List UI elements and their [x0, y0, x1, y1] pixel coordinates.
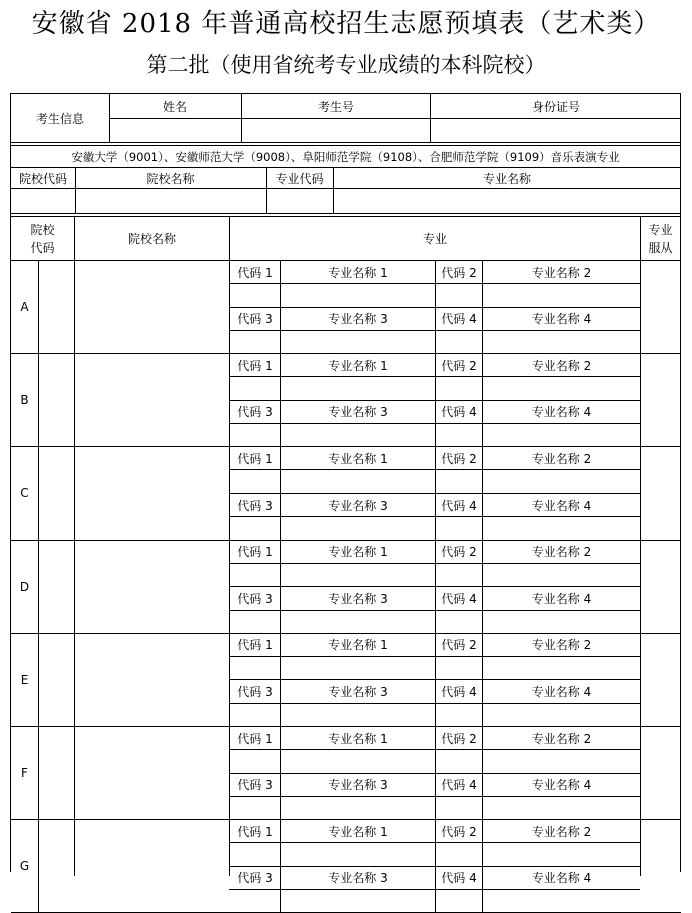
- choice-g-code2-label: 代码 2: [441, 824, 477, 839]
- choice-b-code2-field[interactable]: [436, 377, 482, 400]
- choice-c-name2-field[interactable]: [483, 470, 640, 493]
- choice-b-code3-field[interactable]: [230, 424, 280, 446]
- choice-c-name4-label: 专业名称 4: [531, 498, 592, 513]
- choice-c-school-code-field[interactable]: [39, 447, 74, 539]
- choice-g-obey-field[interactable]: [641, 820, 681, 912]
- choice-b-name3-field[interactable]: [281, 424, 435, 446]
- choice-f-name2-field[interactable]: [483, 750, 640, 773]
- choice-d-name3-label: 专业名称 3: [328, 591, 388, 606]
- choice-e-code1-field[interactable]: [230, 657, 280, 680]
- name-field[interactable]: [110, 119, 240, 142]
- choice-f-code2-field[interactable]: [436, 750, 482, 773]
- choice-f-code2-label: 代码 2: [441, 731, 477, 746]
- choice-a-code2-label: 代码 2: [441, 265, 477, 280]
- school-code-header-line1: 院校: [30, 222, 55, 237]
- choice-g-code2-field[interactable]: [436, 843, 482, 866]
- choice-g-name3-label: 专业名称 3: [328, 871, 388, 886]
- choice-g-code1-label: 代码 1: [237, 824, 273, 839]
- choice-f-name3-field[interactable]: [281, 797, 435, 819]
- choice-e-code2-field[interactable]: [436, 657, 482, 680]
- choice-f-name1-label: 专业名称 1: [328, 731, 388, 746]
- choice-a-code2-field[interactable]: [436, 284, 482, 307]
- choice-c-school-name-field[interactable]: [75, 447, 229, 539]
- choice-b-letter: B: [20, 393, 29, 408]
- choice-g-name3-field[interactable]: [281, 890, 435, 912]
- choice-g-name4-label: 专业名称 4: [531, 871, 592, 886]
- choice-b-school-name-field[interactable]: [75, 354, 229, 446]
- choice-a-code4-label: 代码 4: [441, 312, 477, 327]
- choice-b-name2-label: 专业名称 2: [531, 358, 592, 373]
- choice-b-name4-label: 专业名称 4: [531, 405, 592, 420]
- choice-d-name1-label: 专业名称 1: [328, 545, 388, 560]
- choice-b-name1-field[interactable]: [281, 377, 435, 400]
- school-code-header-line2: 代码: [30, 240, 55, 255]
- choice-a-name4-field[interactable]: [483, 331, 640, 353]
- choice-f-code4-field[interactable]: [436, 797, 482, 819]
- choice-e-name2-field[interactable]: [483, 657, 640, 680]
- choice-b-code1-label: 代码 1: [237, 358, 273, 373]
- choice-e-name1-label: 专业名称 1: [328, 638, 388, 653]
- choice-c-name4-field[interactable]: [483, 517, 640, 539]
- form-subtitle: 第二批（使用省统考专业成绩的本科院校）: [146, 53, 546, 77]
- special-school-name-header: 院校名称: [146, 171, 195, 186]
- choice-d-name3-field[interactable]: [281, 611, 435, 633]
- choice-f-code4-label: 代码 4: [441, 778, 477, 793]
- choice-c-name2-label: 专业名称 2: [531, 451, 592, 466]
- choice-a-code3-label: 代码 3: [237, 312, 273, 327]
- choice-f-code3-label: 代码 3: [237, 778, 273, 793]
- special-school-code-header: 院校代码: [18, 171, 67, 186]
- special-program-note: 安徽大学（9001）、安徽师范大学（9008）、阜阳师范学院（9108）、合肥师范学院（9109）音乐表演专业: [71, 149, 620, 164]
- choice-g-code3-label: 代码 3: [237, 871, 273, 886]
- special-major-name-header: 专业名称: [482, 171, 531, 186]
- choice-a-name2-field[interactable]: [483, 284, 640, 307]
- special-school-code-field[interactable]: [11, 189, 75, 212]
- choice-a-name3-field[interactable]: [281, 331, 435, 353]
- choice-c-name3-field[interactable]: [281, 517, 435, 539]
- special-school-name-field[interactable]: [76, 189, 265, 212]
- choice-e-school-code-field[interactable]: [39, 634, 74, 726]
- choice-c-code4-field[interactable]: [436, 517, 482, 539]
- choice-d-school-code-field[interactable]: [39, 541, 74, 633]
- special-major-name-field[interactable]: [334, 189, 680, 212]
- choice-e-code3-field[interactable]: [230, 704, 280, 726]
- choice-e-letter: E: [20, 672, 29, 687]
- choice-d-code4-field[interactable]: [436, 611, 482, 633]
- choice-c-code1-label: 代码 1: [237, 451, 273, 466]
- choice-c-code3-label: 代码 3: [237, 498, 273, 513]
- choice-e-code4-label: 代码 4: [441, 685, 477, 700]
- choice-d-name4-label: 专业名称 4: [531, 591, 592, 606]
- choice-f-name3-label: 专业名称 3: [328, 778, 388, 793]
- choice-a-school-name-field[interactable]: [75, 261, 229, 353]
- choice-a-code3-field[interactable]: [230, 331, 280, 353]
- choice-d-code1-label: 代码 1: [237, 545, 273, 560]
- choice-a-name4-label: 专业名称 4: [531, 312, 592, 327]
- choice-e-code4-field[interactable]: [436, 704, 482, 726]
- choice-e-name1-field[interactable]: [281, 657, 435, 680]
- choice-g-name1-label: 专业名称 1: [328, 824, 388, 839]
- choice-e-code3-label: 代码 3: [237, 685, 273, 700]
- choice-b-code3-label: 代码 3: [237, 405, 273, 420]
- choice-c-name1-field[interactable]: [281, 470, 435, 493]
- choice-f-name4-label: 专业名称 4: [531, 778, 592, 793]
- choice-d-name2-label: 专业名称 2: [531, 545, 592, 560]
- school-code-header: [11, 217, 74, 260]
- choice-e-name3-label: 专业名称 3: [328, 685, 388, 700]
- choice-c-name1-label: 专业名称 1: [328, 451, 388, 466]
- choice-b-name4-field[interactable]: [483, 424, 640, 446]
- choice-d-letter: D: [19, 579, 30, 594]
- choice-c-name3-label: 专业名称 3: [328, 498, 388, 513]
- choice-g-code1-field[interactable]: [230, 843, 280, 866]
- form-title: 安徽省 2018 年普通高校招生志愿预填表（艺术类）: [31, 9, 661, 39]
- major-header: 专业: [422, 232, 447, 246]
- choice-b-code4-label: 代码 4: [441, 405, 477, 420]
- choice-c-code3-field[interactable]: [230, 517, 280, 539]
- choice-a-name1-field[interactable]: [281, 284, 435, 307]
- choice-f-code3-field[interactable]: [230, 797, 280, 819]
- choice-f-name1-field[interactable]: [281, 750, 435, 773]
- choice-b-school-code-field[interactable]: [39, 354, 74, 446]
- choice-g-name2-field[interactable]: [483, 843, 640, 866]
- choice-g-name1-field[interactable]: [281, 843, 435, 866]
- candidate-info-label: 考生信息: [35, 112, 84, 126]
- exam-number-field[interactable]: [243, 119, 429, 142]
- choice-d-code3-label: 代码 3: [237, 591, 273, 606]
- name-label: 姓名: [162, 99, 187, 114]
- obey-header-line1: 专业: [648, 222, 673, 237]
- choice-a-name3-label: 专业名称 3: [328, 312, 388, 327]
- choice-e-name4-field[interactable]: [483, 704, 640, 726]
- special-major-code-field[interactable]: [267, 189, 332, 212]
- choice-d-code4-label: 代码 4: [441, 591, 477, 606]
- choice-e-code1-label: 代码 1: [237, 638, 273, 653]
- choice-g-name2-label: 专业名称 2: [531, 824, 592, 839]
- choice-e-name2-label: 专业名称 2: [531, 638, 592, 653]
- choice-f-name2-label: 专业名称 2: [531, 731, 592, 746]
- choice-e-code2-label: 代码 2: [441, 638, 477, 653]
- id-number-label: 身份证号: [531, 99, 580, 114]
- choice-a-code4-field[interactable]: [436, 331, 482, 353]
- choice-b-name3-label: 专业名称 3: [328, 405, 388, 420]
- school-name-header: 院校名称: [127, 232, 176, 246]
- choice-e-obey-field[interactable]: [641, 634, 681, 726]
- choice-d-code2-field[interactable]: [436, 564, 482, 587]
- choice-a-code1-label: 代码 1: [237, 265, 273, 280]
- choice-b-name2-field[interactable]: [483, 377, 640, 400]
- choice-c-code2-label: 代码 2: [441, 451, 477, 466]
- choice-b-code1-field[interactable]: [230, 377, 280, 400]
- choice-a-letter: A: [20, 300, 29, 315]
- choice-e-name3-field[interactable]: [281, 704, 435, 726]
- choice-g-school-name-field[interactable]: [75, 820, 229, 912]
- choice-b-name1-label: 专业名称 1: [328, 358, 388, 373]
- choice-d-name2-field[interactable]: [483, 564, 640, 587]
- choice-d-code2-label: 代码 2: [441, 545, 477, 560]
- choice-d-code1-field[interactable]: [230, 564, 280, 587]
- exam-number-label: 考生号: [317, 99, 354, 114]
- choice-a-name1-label: 专业名称 1: [328, 265, 388, 280]
- choice-f-code1-field[interactable]: [230, 750, 280, 773]
- choice-c-code2-field[interactable]: [436, 470, 482, 493]
- special-major-code-header: 专业代码: [275, 171, 324, 186]
- choice-a-code1-field[interactable]: [230, 284, 280, 307]
- choice-f-obey-field[interactable]: [641, 727, 681, 819]
- choice-f-code1-label: 代码 1: [237, 731, 273, 746]
- choice-b-obey-field[interactable]: [641, 354, 681, 446]
- choice-g-letter: G: [19, 859, 30, 874]
- obey-header-line2: 服从: [648, 240, 673, 255]
- choice-a-school-code-field[interactable]: [39, 261, 74, 353]
- choice-e-name4-label: 专业名称 4: [531, 685, 592, 700]
- choice-c-code4-label: 代码 4: [441, 498, 477, 513]
- choice-d-name4-field[interactable]: [483, 611, 640, 633]
- choice-a-obey-field[interactable]: [641, 261, 681, 353]
- choice-f-name4-field[interactable]: [483, 797, 640, 819]
- id-number-field[interactable]: [432, 119, 680, 142]
- choice-g-code4-label: 代码 4: [441, 871, 477, 886]
- obey-assignment-header: [641, 217, 680, 260]
- choice-f-letter: F: [21, 766, 28, 781]
- choice-g-school-code-field[interactable]: [39, 820, 74, 912]
- choice-c-letter: C: [20, 486, 29, 501]
- choice-d-code3-field[interactable]: [230, 611, 280, 633]
- application-form-table: [10, 93, 681, 886]
- choice-d-school-name-field[interactable]: [75, 541, 229, 633]
- choice-g-code3-field[interactable]: [230, 890, 280, 912]
- choice-c-obey-field[interactable]: [641, 447, 681, 539]
- choice-d-name1-field[interactable]: [281, 564, 435, 587]
- choice-f-school-code-field[interactable]: [39, 727, 74, 819]
- choice-a-name2-label: 专业名称 2: [531, 265, 592, 280]
- choice-b-code2-label: 代码 2: [441, 358, 477, 373]
- choice-g-code4-field[interactable]: [436, 890, 482, 912]
- choice-f-school-name-field[interactable]: [75, 727, 229, 819]
- choice-e-school-name-field[interactable]: [75, 634, 229, 726]
- choice-g-name4-field[interactable]: [483, 890, 640, 912]
- choice-c-code1-field[interactable]: [230, 470, 280, 493]
- choice-b-code4-field[interactable]: [436, 424, 482, 446]
- choice-d-obey-field[interactable]: [641, 541, 681, 633]
